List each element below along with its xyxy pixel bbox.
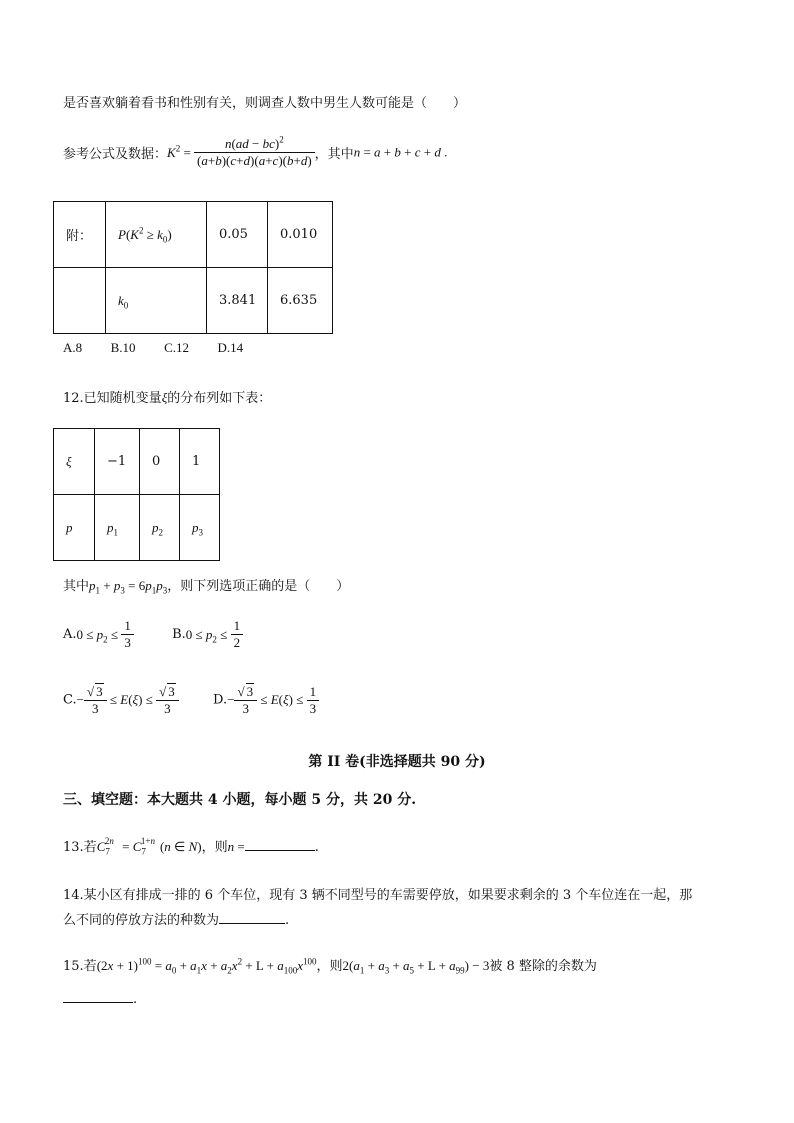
option-a-label: A. [63,627,77,642]
option-a: A.8 [63,340,83,355]
frac-one-third: $\frac{1}{3}$ [121,618,134,651]
option-b-label: B. [172,627,186,642]
p-label: p [54,495,95,561]
frac-neg-sqrt3: $\frac{√ 3}{3}$ [84,683,107,717]
option-d: D.14 [217,340,244,355]
frac-sqrt3: $\frac{√ 3}{3}$ [156,683,179,717]
q13-mid: ，则 [201,840,228,855]
cond-prefix: 其中 [63,579,90,594]
q12-condition: 其中$p_1 + p_3 = 6p_1p_3$，则下列选项正确的是（ ） [63,578,350,596]
q14-line1: 14.某小区有排成一排的 6 个车位，现有 3 辆不同型号的车需要停放，如果要求剩余的 3 个车位连在一起，那 [63,888,693,903]
q12-stem: 12.已知随机变量ξ的分布列如下表： [63,390,272,406]
q11-options [63,340,243,356]
option-b: B.10 [110,340,136,355]
empty-cell [54,268,106,334]
p1-cell: $p_1$ [95,495,140,561]
option-c: C.12 [164,340,189,355]
section-heading: 三、填空题：本大题共 4 小题，每小题 5 分，共 20 分. [63,792,417,808]
p-val-2: 0.010 [268,202,333,268]
p3-cell: $p_3$ [180,495,220,561]
formula-prefix: 参考公式及数据： [63,147,168,162]
q15-answer-blank[interactable] [63,990,133,1003]
p-header: $P(K^2 \ge k_0)$ [106,202,207,268]
q15-suffix: 被 8 整除的余数为 [489,959,597,974]
q11-formula: 参考公式及数据：$K^2$ = $\frac{n(ad - bc)^2}{(a+b)(c+d)(a+c)(b+d)}$ ，其中n = a + b + c + d . [63,134,448,168]
fu-label: 附： [54,202,106,268]
frac-neg-sqrt3-d: $\frac{√ 3}{3}$ [234,683,257,717]
p2-cell: $p_2$ [140,495,180,561]
option-d-label: D. [213,692,228,708]
q11-line: 是否喜欢躺着看书和性别有关，则调查人数中男生人数可能是（ ） [63,96,467,111]
xi-val-2: 0 [140,429,180,495]
q15-answer-line: . [63,990,137,1007]
q12-options-cd: C.− $\frac{√ 3}{3}$ ≤ E(ξ) ≤ $\frac{√ 3}{3}$ D.− $\frac{√ 3}{3}$ ≤ E(ξ) ≤ $\frac{1}{3}$ [63,683,319,717]
option-c-label: C. [63,692,77,708]
xi-val-3: 1 [180,429,220,495]
q12-options-ab: $A.0 \le p_2$ ≤ $\frac{1}{3}$ $B.0 \le p_2$ ≤ $\frac{1}{2}$ [63,618,243,651]
q12-stem-suffix: 的分布列如下表： [167,391,272,406]
frac-one-half: $\frac{1}{2}$ [231,618,244,651]
q14-line2: 么不同的停放方法的种数为 . [63,913,290,928]
chi-square-fraction: $\frac{n(ad - bc)^2}{(a+b)(c+d)(a+c)(b+d)}$ [194,136,315,169]
critical-value-table [53,201,333,334]
k0-label: $k_0$ [106,268,207,334]
q15-prefix: 15.若 [63,959,97,974]
formula-suffix: ，其中 [314,147,354,162]
xi-val-1: −1 [95,429,140,495]
section-title: 第 II 卷(非选择题共 90 分) [308,754,486,770]
cond-suffix: ，则下列选项正确的是（ ） [167,579,350,594]
q14-answer-blank[interactable] [219,911,285,924]
q13-prefix: 13.若 [63,840,97,855]
xi-label: ξ [54,429,95,495]
q15: 15.若$(2x + 1)^{100} = a_0 + a_1x + a_2x^2 + L + a_{100}x^{100}$，则$2(a_1 + a_3 + a_5 + L + a_{99}) - 3$被 8 整除的余数为 [63,956,597,976]
q12-stem-text: 12.已知随机变量 [63,391,162,406]
p-val-1: 0.05 [207,202,268,268]
q13: 13.若$C_7^{2n} = C_7^{1+n}$ (n ∈ N)，则n = . [63,835,319,857]
q13-answer-blank[interactable] [245,838,315,851]
q14-line2-text: 么不同的停放方法的种数为 [63,913,220,928]
k-val-1: 3.841 [207,268,268,334]
k-val-2: 6.635 [268,268,333,334]
distribution-table [53,428,220,561]
frac-one-third-d: $\frac{1}{3}$ [307,684,320,717]
